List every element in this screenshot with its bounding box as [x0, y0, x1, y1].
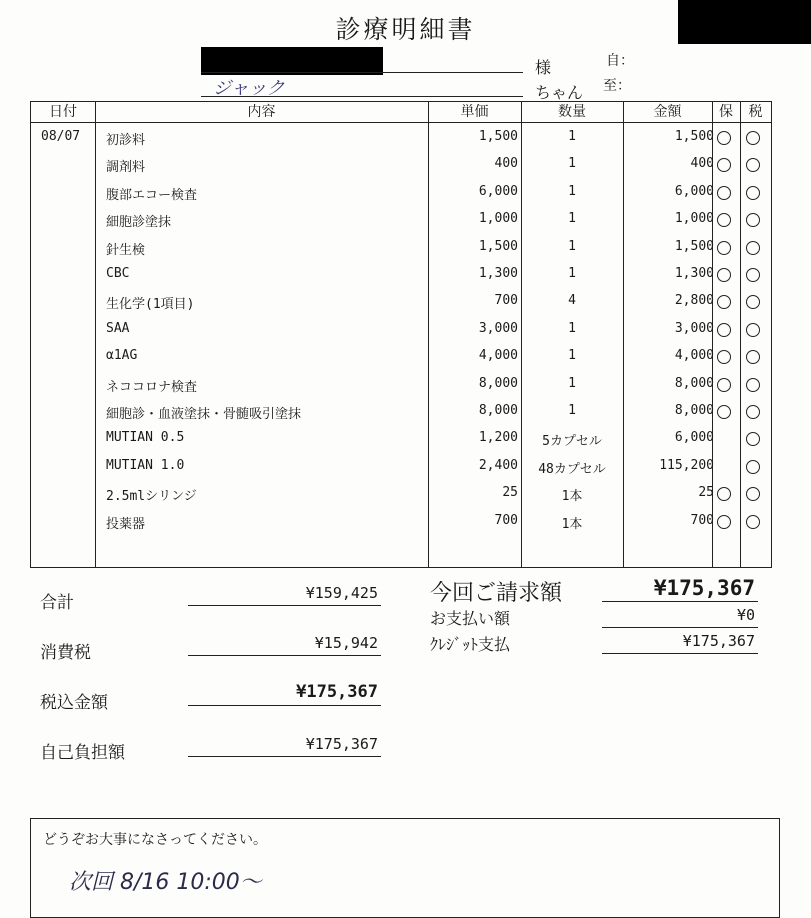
document-title: 診療明細書 [335, 15, 476, 44]
row-item: 初診料 [106, 133, 146, 148]
row-item: MUTIAN 1.0 [106, 457, 185, 473]
credit-label: ｸﾚｼﾞｯﾄ支払 [430, 635, 511, 654]
table-row [31, 508, 771, 535]
row-quantity: 1 [568, 266, 576, 281]
copay-underline [188, 756, 381, 757]
row-unit-price: 25 [502, 485, 518, 501]
table-row [31, 425, 771, 452]
header-insurance: 保 [719, 104, 733, 120]
header-date: 日付 [49, 104, 77, 120]
row-quantity: 1 [568, 375, 576, 391]
redacted-block-top-right [678, 0, 811, 44]
row-quantity: 1 [568, 156, 576, 172]
row-unit-price: 1,200 [478, 430, 518, 446]
row-quantity: 1 [568, 129, 576, 144]
tax-circle-icon [746, 268, 760, 282]
note-message: どうぞお大事になさってください。 [43, 832, 267, 848]
insurance-circle-icon [717, 515, 731, 529]
table-row [31, 288, 771, 315]
row-item: MUTIAN 0.5 [106, 430, 185, 446]
billed-value: ¥175,367 [653, 576, 755, 600]
billed-label: 今回ご請求額 [430, 581, 563, 606]
row-item: CBC [106, 266, 130, 281]
honorific-sama: 様 [535, 58, 552, 77]
row-amount: 25 [698, 485, 714, 501]
insurance-circle-icon [717, 378, 731, 392]
tax-circle-icon [746, 432, 760, 446]
row-item: 腹部エコー検査 [106, 187, 198, 203]
row-unit-price: 1,000 [478, 211, 518, 227]
row-unit-price: 700 [494, 293, 518, 309]
row-unit-price: 2,400 [478, 457, 518, 473]
row-quantity: 1 [568, 320, 576, 336]
row-quantity: 1 [568, 183, 576, 199]
itemized-table [30, 101, 772, 568]
row-amount: 4,000 [674, 348, 714, 364]
tax-label: 消費税 [40, 643, 91, 663]
table-row [31, 398, 771, 425]
table-row [31, 261, 771, 288]
tax-circle-icon [746, 213, 760, 227]
row-unit-price: 700 [494, 512, 518, 528]
table-row [31, 371, 771, 398]
row-item: 細胞診・血液塗抹・骨髄吸引塗抹 [106, 407, 302, 422]
insurance-circle-icon [717, 323, 731, 337]
patient-underline [201, 96, 523, 97]
row-unit-price: 3,000 [478, 320, 518, 336]
row-unit-price: 4,000 [478, 348, 518, 364]
row-item: 生化学(1項目) [106, 297, 195, 313]
tax-circle-icon [746, 515, 760, 529]
tax-circle-icon [746, 487, 760, 501]
row-quantity: 1 [568, 348, 576, 364]
insurance-circle-icon [717, 268, 731, 282]
paid-underline [602, 627, 758, 628]
table-row [31, 480, 771, 507]
subtotal-underline [188, 605, 381, 606]
row-amount: 6,000 [674, 430, 714, 446]
copay-value: ¥175,367 [305, 735, 378, 753]
tax-circle-icon [746, 186, 760, 200]
total-incl-value: ¥175,367 [296, 682, 378, 702]
subtotal-value: ¥159,425 [305, 584, 378, 602]
row-amount: 115,200 [659, 457, 714, 473]
row-amount: 1,500 [674, 129, 714, 144]
row-amount: 1,500 [674, 238, 714, 254]
tax-circle-icon [746, 295, 760, 309]
row-unit-price: 6,000 [478, 183, 518, 199]
billed-underline [602, 601, 758, 602]
row-item: 2.5mlシリンジ [106, 489, 197, 505]
row-quantity: 1 [568, 403, 576, 418]
header-tax: 税 [748, 104, 763, 120]
row-amount: 8,000 [674, 375, 714, 391]
owner-underline [201, 72, 523, 73]
tax-circle-icon [746, 460, 760, 474]
row-amount: 700 [690, 512, 714, 528]
row-quantity: 1本 [561, 489, 583, 505]
row-unit-price: 1,500 [478, 238, 518, 254]
row-amount: 2,800 [674, 293, 714, 309]
row-item: 投薬器 [106, 516, 146, 532]
table-row [31, 453, 771, 480]
tax-circle-icon [746, 350, 760, 364]
insurance-circle-icon [717, 487, 731, 501]
honorific-chan: ちゃん [535, 83, 584, 102]
row-quantity: 4 [568, 293, 576, 309]
tax-value: ¥15,942 [314, 634, 378, 652]
patient-name: ジャック [213, 78, 285, 99]
row-amount: 6,000 [674, 183, 714, 199]
next-visit-note: 次回 8/16 10:00～ [69, 870, 262, 895]
insurance-circle-icon [717, 241, 731, 255]
credit-underline [602, 653, 758, 654]
date-from-label: 自： [606, 53, 634, 69]
copay-label: 自己負担額 [40, 743, 125, 763]
header-unit-price: 単価 [460, 104, 489, 120]
header-quantity: 数量 [558, 104, 586, 120]
insurance-circle-icon [717, 158, 731, 172]
table-row [31, 124, 771, 151]
row-quantity: 48カプセル [538, 461, 606, 477]
tax-circle-icon [746, 323, 760, 337]
header-content: 内容 [247, 104, 276, 120]
row-quantity: 5カプセル [542, 434, 602, 450]
insurance-circle-icon [717, 350, 731, 364]
tax-circle-icon [746, 241, 760, 255]
row-amount: 1,000 [674, 211, 714, 227]
table-row [31, 151, 771, 178]
insurance-circle-icon [717, 295, 731, 309]
row-quantity: 1 [568, 211, 576, 227]
row-amount: 400 [690, 156, 714, 172]
table-row [31, 206, 771, 233]
table-row [31, 179, 771, 206]
credit-value: ¥175,367 [682, 632, 755, 650]
tax-circle-icon [746, 158, 760, 172]
table-row [31, 343, 771, 370]
row-quantity: 1本 [561, 516, 583, 532]
total-incl-label: 税込金額 [40, 693, 108, 713]
tax-circle-icon [746, 405, 760, 419]
row-unit-price: 400 [494, 156, 518, 172]
row-amount: 3,000 [674, 320, 714, 336]
insurance-circle-icon [717, 405, 731, 419]
tax-underline [188, 655, 381, 656]
insurance-circle-icon [717, 186, 731, 200]
row-date: 08/07 [41, 129, 81, 144]
tax-circle-icon [746, 131, 760, 145]
row-amount: 8,000 [674, 403, 714, 418]
row-quantity: 1 [568, 238, 576, 254]
total-incl-underline [188, 705, 381, 706]
tax-circle-icon [746, 378, 760, 392]
row-item: α1AG [106, 348, 138, 364]
row-item: 調剤料 [106, 160, 146, 176]
paid-label: お支払い額 [430, 609, 511, 628]
note-box [30, 818, 780, 918]
row-item: 細胞診塗抹 [106, 215, 172, 231]
date-to-label: 至： [603, 78, 631, 94]
redacted-owner-name [201, 47, 383, 75]
paid-value: ¥0 [736, 606, 755, 624]
row-unit-price: 8,000 [478, 375, 518, 391]
row-item: ネココロナ検査 [106, 379, 198, 395]
row-unit-price: 1,500 [478, 129, 518, 144]
row-unit-price: 8,000 [478, 403, 518, 418]
insurance-circle-icon [717, 213, 731, 227]
header-amount: 金額 [653, 104, 682, 120]
table-row [31, 316, 771, 343]
row-unit-price: 1,300 [478, 266, 518, 281]
row-amount: 1,300 [674, 266, 714, 281]
insurance-circle-icon [717, 131, 731, 145]
subtotal-label: 合計 [40, 593, 74, 613]
table-row [31, 234, 771, 261]
row-item: SAA [106, 320, 130, 336]
row-item: 針生検 [106, 242, 146, 258]
